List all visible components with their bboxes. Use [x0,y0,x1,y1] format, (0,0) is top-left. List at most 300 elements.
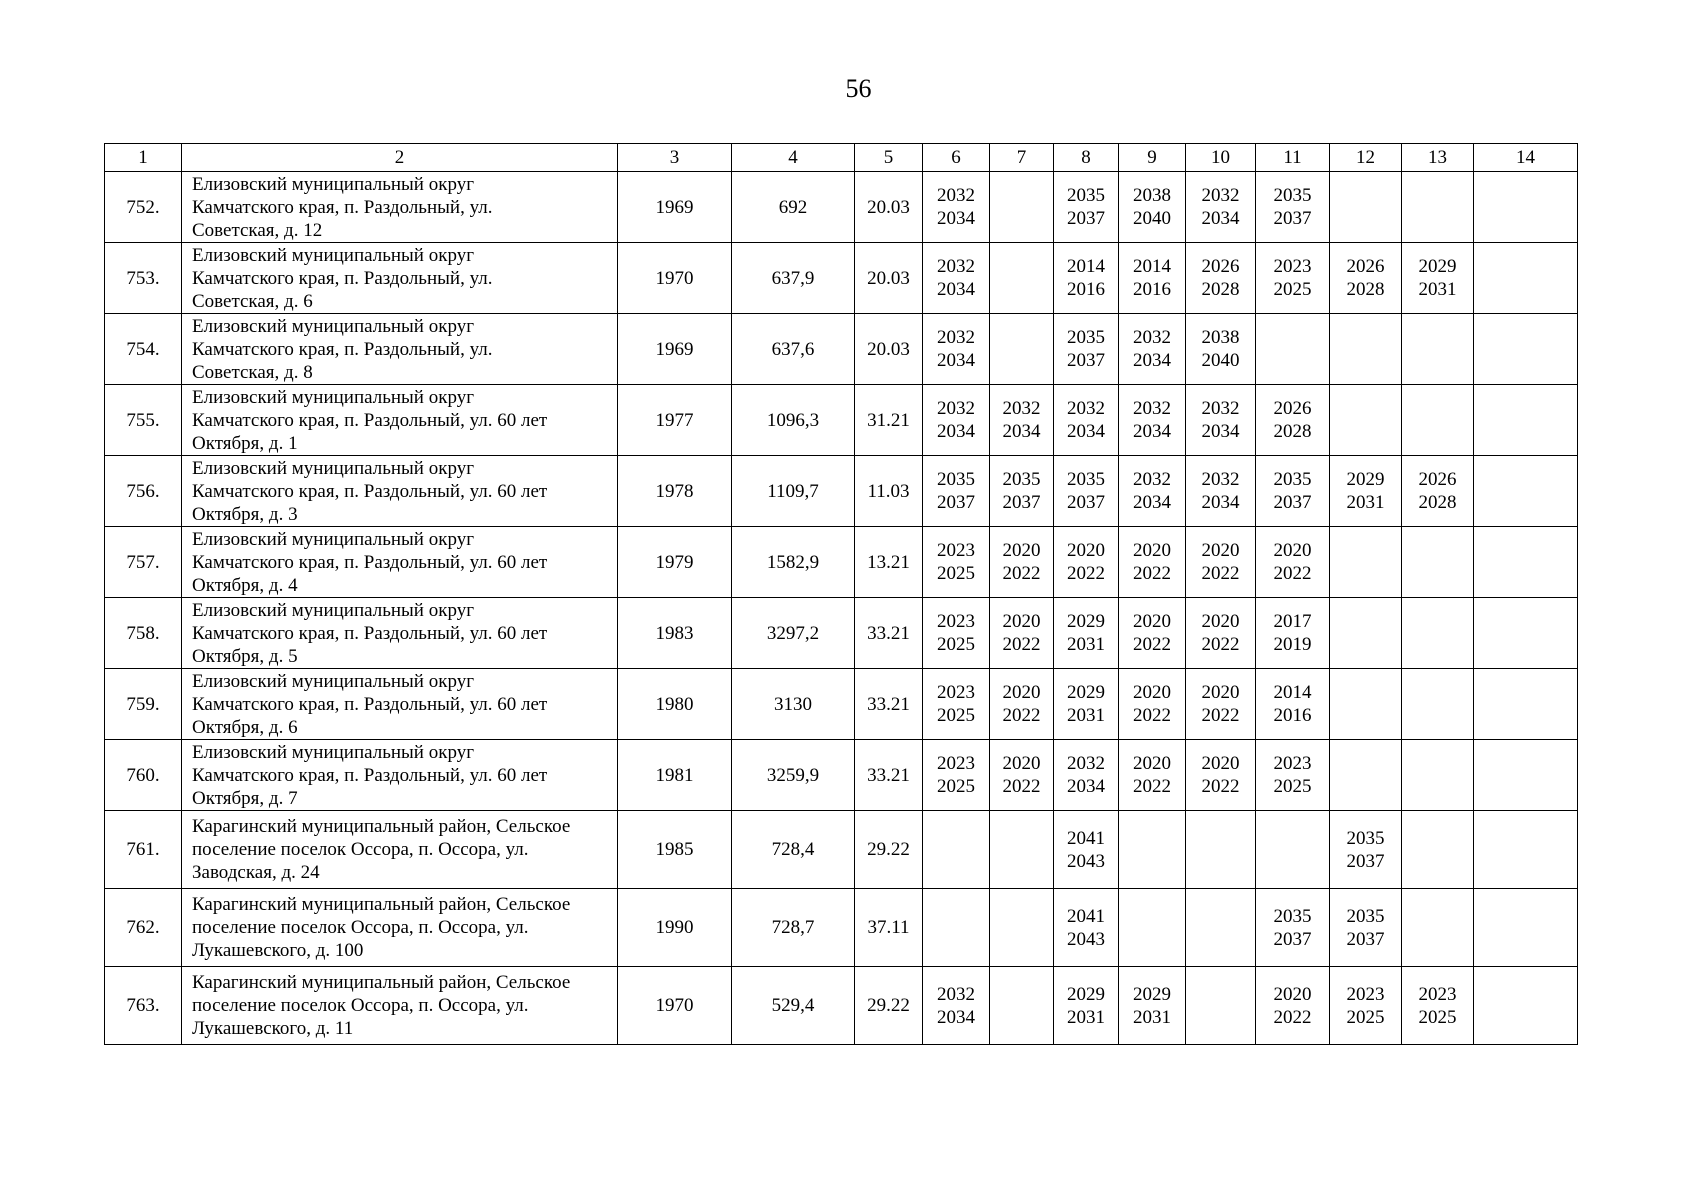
period-start: 2020 [1002,611,1041,632]
period-start: 2041 [1067,905,1105,927]
row-number-cell: 756. [105,456,182,527]
period-start: 2035 [1002,469,1041,490]
period-start: 2023 [937,682,975,703]
period-cell-col-11 [1256,456,1330,527]
row-number-cell: 752. [105,172,182,243]
period-start: 2020 [1201,611,1240,632]
period-end: 2022 [1201,705,1240,726]
period-cell-col-14 [1474,598,1578,669]
period-cell-col-9 [1119,314,1186,385]
period-start: 2023 [1273,256,1312,277]
period-cell-col-14 [1474,811,1578,889]
period-cell-col-7 [990,385,1054,456]
period-start: 2032 [1201,185,1240,206]
period-end: 2028 [1346,279,1385,300]
period-cell-col-12 [1330,243,1402,314]
period-start: 2020 [1067,540,1105,561]
table-row [105,314,1578,385]
address-cell [182,243,618,314]
address-line: Елизовский муниципальный округ [192,173,474,195]
period-cell-col-11 [1256,669,1330,740]
period-end: 2037 [1273,928,1312,950]
period-cell-col-6 [923,740,990,811]
address-line: поселение поселок Оссора, п. Оссора, ул. [192,917,529,938]
year-cell: 1985 [618,811,732,889]
period-end: 2025 [1418,1006,1457,1028]
area-cell: 1109,7 [732,456,855,527]
period-cell-col-6 [923,456,990,527]
period-cell-col-8 [1054,598,1119,669]
code-cell: 20.03 [855,243,923,314]
period-start: 2023 [1418,983,1457,1005]
period-cell-col-9 [1119,669,1186,740]
address-cell [182,385,618,456]
period-start: 2035 [1346,905,1385,927]
period-cell-col-11 [1256,314,1330,385]
table-row [105,669,1578,740]
period-cell-col-13 [1402,740,1474,811]
period-cell-col-6 [923,889,990,967]
page-number: 56 [845,74,872,103]
address-cell [182,811,618,889]
period-cell-col-10 [1186,243,1256,314]
period-start: 2020 [1133,682,1171,703]
address-cell [182,967,618,1045]
period-end: 2022 [1201,776,1240,797]
period-cell-col-14 [1474,172,1578,243]
period-start: 2032 [1201,469,1240,490]
period-end: 2034 [937,279,975,300]
code-cell: 29.22 [855,811,923,889]
period-cell-col-9 [1119,243,1186,314]
period-cell-col-12 [1330,172,1402,243]
period-start: 2035 [1273,469,1312,490]
header-row [105,144,1578,172]
table-row [105,967,1578,1045]
address-line: Камчатского края, п. Раздольный, ул. 60 лет [192,480,548,502]
period-end: 2034 [1201,421,1240,442]
period-cell-col-8 [1054,889,1119,967]
period-start: 2035 [1273,185,1312,206]
address-cell [182,456,618,527]
period-end: 2028 [1273,421,1312,442]
period-start: 2032 [1002,398,1041,419]
period-cell-col-12 [1330,314,1402,385]
period-start: 2032 [1133,327,1171,348]
address-line: Октября, д. 7 [192,787,298,809]
period-end: 2034 [937,208,975,229]
address-cell [182,740,618,811]
code-cell: 33.21 [855,740,923,811]
period-cell-col-9 [1119,889,1186,967]
address-line: Заводская, д. 24 [192,862,320,883]
year-cell: 1979 [618,527,732,598]
period-end: 2022 [1201,634,1240,655]
period-cell-col-9 [1119,456,1186,527]
code-cell: 33.21 [855,598,923,669]
period-start: 2026 [1418,469,1457,490]
address-line: поселение поселок Оссора, п. Оссора, ул. [192,995,529,1016]
period-start: 2026 [1273,398,1312,419]
address-line: Октября, д. 4 [192,574,298,596]
area-cell: 1096,3 [732,385,855,456]
table-body [105,172,1578,1045]
row-number-cell: 754. [105,314,182,385]
period-end: 2037 [1346,850,1385,872]
period-cell-col-9 [1119,740,1186,811]
period-end: 2034 [1201,208,1240,229]
address-line: Елизовский муниципальный округ [192,528,474,550]
code-cell: 33.21 [855,669,923,740]
period-end: 2037 [1273,208,1312,229]
period-cell-col-6 [923,243,990,314]
address-line: Лукашевского, д. 11 [192,1018,354,1039]
period-cell-col-10 [1186,314,1256,385]
period-end: 2028 [1418,492,1457,513]
address-line: Камчатского края, п. Раздольный, ул. [192,338,493,360]
area-cell: 728,4 [732,811,855,889]
period-end: 2025 [937,705,975,726]
period-cell-col-6 [923,527,990,598]
period-start: 2029 [1067,983,1105,1005]
period-start: 2032 [937,185,975,206]
period-end: 2034 [1133,492,1171,513]
address-cell [182,314,618,385]
period-start: 2032 [1133,469,1171,490]
period-start: 2035 [1067,327,1105,348]
period-cell-col-13 [1402,811,1474,889]
address-line: Октября, д. 5 [192,645,298,667]
column-header-3: 3 [618,144,732,172]
period-cell-col-14 [1474,456,1578,527]
table-row [105,527,1578,598]
period-cell-col-12 [1330,669,1402,740]
row-number-cell: 753. [105,243,182,314]
period-end: 2034 [1133,350,1171,371]
year-cell: 1980 [618,669,732,740]
table-row [105,811,1578,889]
code-cell: 37.11 [855,889,923,967]
period-cell-col-9 [1119,385,1186,456]
period-cell-col-8 [1054,669,1119,740]
address-line: Карагинский муниципальный район, Сельское [192,894,571,915]
period-start: 2023 [1346,983,1385,1005]
period-end: 2034 [1201,492,1240,513]
period-start: 2020 [1002,753,1041,774]
year-cell: 1970 [618,243,732,314]
period-start: 2038 [1133,185,1171,206]
period-cell-col-6 [923,385,990,456]
buildings-table [104,143,1578,1045]
area-cell: 3130 [732,669,855,740]
period-start: 2020 [1201,753,1240,774]
period-cell-col-14 [1474,740,1578,811]
period-cell-col-12 [1330,456,1402,527]
period-cell-col-10 [1186,385,1256,456]
column-header-4: 4 [732,144,855,172]
address-line: Камчатского края, п. Раздольный, ул. 60 лет [192,551,548,573]
period-end: 2031 [1067,705,1105,726]
period-cell-col-8 [1054,456,1119,527]
address-line: Елизовский муниципальный округ [192,315,474,337]
period-start: 2032 [1133,398,1171,419]
area-cell: 637,9 [732,243,855,314]
column-header-12: 12 [1330,144,1402,172]
address-line: Елизовский муниципальный округ [192,599,474,621]
period-start: 2014 [1067,256,1105,277]
period-end: 2034 [937,1006,975,1028]
period-cell-col-10 [1186,967,1256,1045]
period-cell-col-11 [1256,172,1330,243]
period-start: 2041 [1067,827,1105,849]
address-cell [182,598,618,669]
year-cell: 1983 [618,598,732,669]
year-cell: 1978 [618,456,732,527]
address-cell [182,172,618,243]
period-end: 2022 [1133,776,1171,797]
period-end: 2016 [1067,279,1105,300]
period-end: 2031 [1133,1006,1171,1028]
address-cell [182,527,618,598]
period-start: 2023 [1273,753,1312,774]
period-end: 2037 [1067,492,1105,513]
column-header-5: 5 [855,144,923,172]
period-cell-col-12 [1330,967,1402,1045]
row-number-cell: 760. [105,740,182,811]
period-start: 2032 [937,398,975,419]
year-cell: 1969 [618,314,732,385]
period-cell-col-6 [923,669,990,740]
address-line: Камчатского края, п. Раздольный, ул. 60 лет [192,622,548,644]
period-end: 2025 [937,776,975,797]
period-end: 2031 [1067,1006,1105,1028]
period-cell-col-9 [1119,527,1186,598]
period-start: 2020 [1133,611,1171,632]
address-line: Октября, д. 6 [192,716,298,738]
period-cell-col-8 [1054,172,1119,243]
column-header-9: 9 [1119,144,1186,172]
period-cell-col-14 [1474,967,1578,1045]
period-end: 2025 [1273,776,1312,797]
column-header-10: 10 [1186,144,1256,172]
period-cell-col-10 [1186,669,1256,740]
period-start: 2020 [1201,682,1240,703]
period-end: 2034 [1067,421,1105,442]
period-cell-col-13 [1402,669,1474,740]
period-cell-col-12 [1330,598,1402,669]
address-line: Камчатского края, п. Раздольный, ул. 60 лет [192,764,548,786]
address-line: Камчатского края, п. Раздольный, ул. 60 лет [192,409,548,431]
period-start: 2035 [1067,185,1105,206]
period-start: 2020 [1133,753,1171,774]
period-end: 2034 [1067,776,1105,797]
row-number-cell: 757. [105,527,182,598]
address-cell [182,889,618,967]
area-cell: 3259,9 [732,740,855,811]
period-cell-col-10 [1186,740,1256,811]
period-cell-col-13 [1402,889,1474,967]
period-cell-col-8 [1054,385,1119,456]
code-cell: 11.03 [855,456,923,527]
row-number-cell: 759. [105,669,182,740]
period-start: 2029 [1346,469,1385,490]
period-end: 2037 [1346,928,1385,950]
address-line: Елизовский муниципальный округ [192,741,474,763]
period-start: 2020 [1133,540,1171,561]
period-start: 2020 [1273,983,1312,1005]
period-cell-col-11 [1256,385,1330,456]
column-header-8: 8 [1054,144,1119,172]
row-number-cell: 758. [105,598,182,669]
year-cell: 1969 [618,172,732,243]
period-start: 2020 [1002,682,1041,703]
address-line: Елизовский муниципальный округ [192,244,474,266]
period-cell-col-9 [1119,967,1186,1045]
period-end: 2043 [1067,928,1105,950]
area-cell: 637,6 [732,314,855,385]
period-cell-col-13 [1402,456,1474,527]
period-cell-col-11 [1256,243,1330,314]
address-line: Советская, д. 12 [192,219,323,241]
code-cell: 20.03 [855,172,923,243]
address-line: Карагинский муниципальный район, Сельское [192,972,571,993]
period-end: 2040 [1133,208,1171,229]
period-start: 2029 [1418,256,1457,277]
period-end: 2037 [1067,208,1105,229]
period-end: 2022 [1002,776,1041,797]
address-line: Елизовский муниципальный округ [192,386,474,408]
period-cell-col-7 [990,456,1054,527]
period-cell-col-8 [1054,811,1119,889]
code-cell: 29.22 [855,967,923,1045]
year-cell: 1981 [618,740,732,811]
column-header-7: 7 [990,144,1054,172]
period-cell-col-7 [990,598,1054,669]
period-end: 2016 [1273,705,1312,726]
period-end: 2022 [1002,705,1041,726]
period-cell-col-10 [1186,172,1256,243]
period-cell-col-11 [1256,598,1330,669]
period-start: 2014 [1133,256,1171,277]
period-start: 2032 [1201,398,1240,419]
period-cell-col-10 [1186,456,1256,527]
period-end: 2016 [1133,279,1171,300]
period-end: 2022 [1002,563,1041,584]
table-row [105,889,1578,967]
period-cell-col-14 [1474,527,1578,598]
table-row [105,598,1578,669]
period-end: 2025 [1273,279,1312,300]
period-cell-col-6 [923,811,990,889]
address-line: Карагинский муниципальный район, Сельское [192,816,571,837]
period-cell-col-13 [1402,598,1474,669]
column-header-2: 2 [182,144,618,172]
period-end: 2025 [1346,1006,1385,1028]
year-cell: 1977 [618,385,732,456]
period-cell-col-8 [1054,314,1119,385]
period-start: 2023 [937,753,975,774]
period-start: 2023 [937,611,975,632]
period-cell-col-13 [1402,314,1474,385]
period-start: 2026 [1201,256,1240,277]
period-start: 2026 [1346,256,1385,277]
period-end: 2022 [1002,634,1041,655]
period-cell-col-7 [990,669,1054,740]
period-cell-col-11 [1256,740,1330,811]
period-end: 2022 [1201,563,1240,584]
period-cell-col-11 [1256,889,1330,967]
period-cell-col-10 [1186,889,1256,967]
period-cell-col-7 [990,889,1054,967]
table-row [105,385,1578,456]
period-start: 2020 [1002,540,1041,561]
period-cell-col-13 [1402,172,1474,243]
period-cell-col-12 [1330,385,1402,456]
column-header-13: 13 [1402,144,1474,172]
period-cell-col-14 [1474,385,1578,456]
period-cell-col-14 [1474,314,1578,385]
period-cell-col-7 [990,527,1054,598]
period-cell-col-9 [1119,598,1186,669]
period-end: 2037 [937,492,975,513]
table-row [105,456,1578,527]
period-cell-col-7 [990,172,1054,243]
address-line: Октября, д. 3 [192,503,298,525]
period-end: 2034 [937,421,975,442]
period-cell-col-13 [1402,385,1474,456]
period-cell-col-13 [1402,967,1474,1045]
row-number-cell: 755. [105,385,182,456]
area-cell: 529,4 [732,967,855,1045]
year-cell: 1990 [618,889,732,967]
period-end: 2031 [1346,492,1385,513]
area-cell: 3297,2 [732,598,855,669]
period-end: 2037 [1067,350,1105,371]
address-line: Лукашевского, д. 100 [192,940,364,961]
period-cell-col-12 [1330,889,1402,967]
period-start: 2035 [1273,905,1312,927]
address-line: Елизовский муниципальный округ [192,457,474,479]
period-start: 2038 [1201,327,1240,348]
period-cell-col-11 [1256,967,1330,1045]
period-start: 2035 [937,469,975,490]
code-cell: 20.03 [855,314,923,385]
period-cell-col-8 [1054,527,1119,598]
period-cell-col-7 [990,811,1054,889]
period-end: 2043 [1067,850,1105,872]
period-cell-col-11 [1256,811,1330,889]
code-cell: 13.21 [855,527,923,598]
period-end: 2034 [937,350,975,371]
period-cell-col-7 [990,967,1054,1045]
period-cell-col-12 [1330,740,1402,811]
period-cell-col-10 [1186,811,1256,889]
column-header-14: 14 [1474,144,1578,172]
address-line: Советская, д. 8 [192,361,313,383]
period-start: 2029 [1133,983,1171,1005]
area-cell: 1582,9 [732,527,855,598]
row-number-cell: 763. [105,967,182,1045]
area-cell: 692 [732,172,855,243]
table-row [105,740,1578,811]
period-cell-col-12 [1330,527,1402,598]
period-start: 2017 [1273,611,1312,632]
period-start: 2032 [937,983,975,1005]
period-start: 2035 [1067,469,1105,490]
column-header-6: 6 [923,144,990,172]
period-end: 2034 [1002,421,1041,442]
column-header-1: 1 [105,144,182,172]
